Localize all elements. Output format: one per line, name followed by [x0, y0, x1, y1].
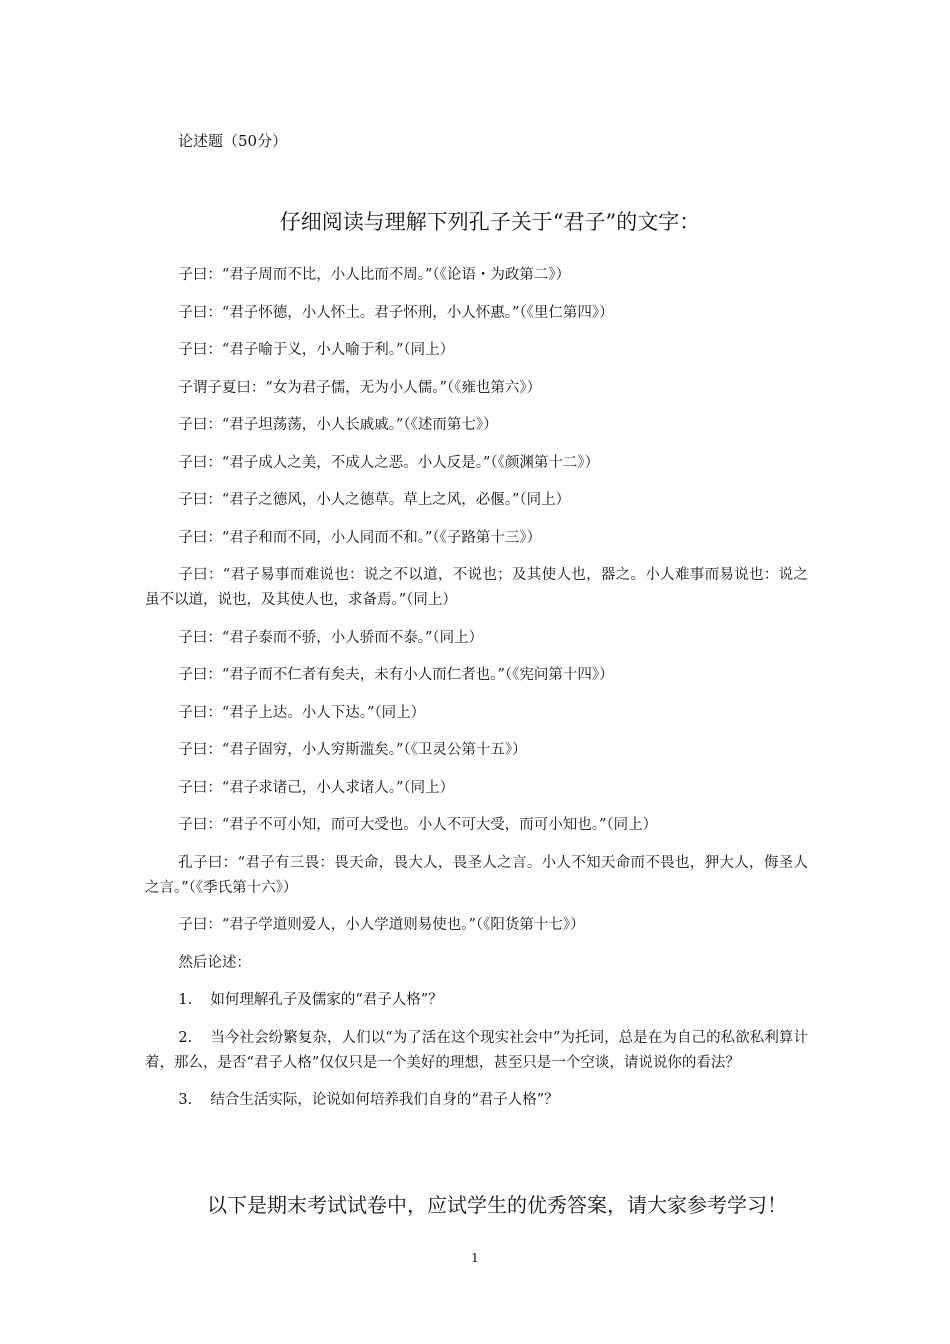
document-title	[0, 207, 950, 237]
question-item	[145, 1026, 808, 1076]
quote-paragraph: 子曰：“君子周而不比，小人比而不周。”（《论语・为政第二》）	[178, 267, 571, 283]
quote-paragraph: 子曰：“君子固穷，小人穷斯滥矣。”（《卫灵公第十五》）	[178, 742, 527, 758]
section-heading: 论述题（50分）	[178, 132, 288, 150]
question-text: 当今社会纷繁复杂，人们以“为了活在这个现实社会中”为托词，总是在为自己的私欲私利算计着，那么，是否“君子人格”仅仅只是一个美好的理想，甚至只是一个空谈，请说说你的看法？	[145, 1029, 808, 1071]
question-item	[145, 988, 808, 1013]
question-number: 1.	[178, 992, 193, 1008]
question-number: 3.	[178, 1092, 193, 1108]
quote-paragraph: 子曰：“君子成人之美，不成人之恶。小人反是。”（《颜渊第十二》）	[178, 454, 600, 471]
quote-paragraph: 孔子曰：“君子有三畏：畏天命，畏大人，畏圣人之言。小人不知天命而不畏也，狎大人，侮圣人之言。”（《季氏第十六》）	[145, 854, 808, 896]
quote-paragraph: 子曰：“君子泰而不骄，小人骄而不泰。”（同上）	[178, 629, 484, 646]
quote-paragraph: 子曰：“君子不可小知，而可大受也。小人不可大受，而可小知也。”（同上）	[178, 817, 658, 833]
quote-paragraph: 子曰：“君子求诸己，小人求诸人。”（同上）	[178, 779, 455, 796]
answer-intro-note	[0, 1190, 950, 1220]
quote-paragraph: 子曰：“君子易事而难说也：说之不以道，不说也；及其使人也，器之。小人难事而易说也：说之虽不以道，说也，及其使人也，求备焉。”（同上）	[145, 567, 808, 608]
quote-paragraph: 子曰：“君子坦荡荡，小人长戚戚。”（《述而第七》）	[178, 417, 498, 433]
quote-paragraph: 子曰：“君子而不仁者有矣夫，未有小人而仁者也。”（《宪问第十四》）	[178, 667, 614, 683]
quote-paragraph: 子谓子夏曰：“女为君子儒，无为小人儒。”（《雍也第六》）	[178, 379, 542, 396]
quote-paragraph: 子曰：“君子喻于义，小人喻于利。”（同上）	[178, 342, 455, 358]
question-number: 2.	[178, 1029, 193, 1046]
quote-paragraph: 子曰：“君子之德风，小人之德草。草上之风，必偃。”（同上）	[178, 492, 571, 508]
quote-paragraph: 子曰：“君子学道则爱人，小人学道则易使也。”（《阳货第十七》）	[178, 917, 585, 933]
question-text: 结合生活实际，论说如何培养我们自身的“君子人格”？	[210, 1092, 559, 1108]
quote-paragraph: 子曰：“君子和而不同，小人同而不和。”（《子路第十三》）	[178, 529, 542, 546]
quote-paragraph: 子曰：“君子上达。小人下达。”（同上）	[178, 704, 426, 721]
document-body	[145, 263, 808, 1126]
question-item	[145, 1088, 808, 1113]
page-number: 1	[471, 1251, 479, 1265]
quote-paragraph: 子曰：“君子怀德，小人怀土。君子怀刑，小人怀惠。”（《里仁第四》）	[178, 304, 614, 321]
answer-intro-text: 以下是期末考试试卷中，应试学生的优秀答案，请大家参考学习！	[207, 1193, 787, 1217]
document-title-text: 仔细阅读与理解下列孔子关于“君子”的文字：	[279, 210, 701, 234]
question-text: 如何理解孔子及儒家的“君子人格”？	[210, 992, 443, 1008]
instruction-text: 然后论述：	[178, 954, 251, 971]
